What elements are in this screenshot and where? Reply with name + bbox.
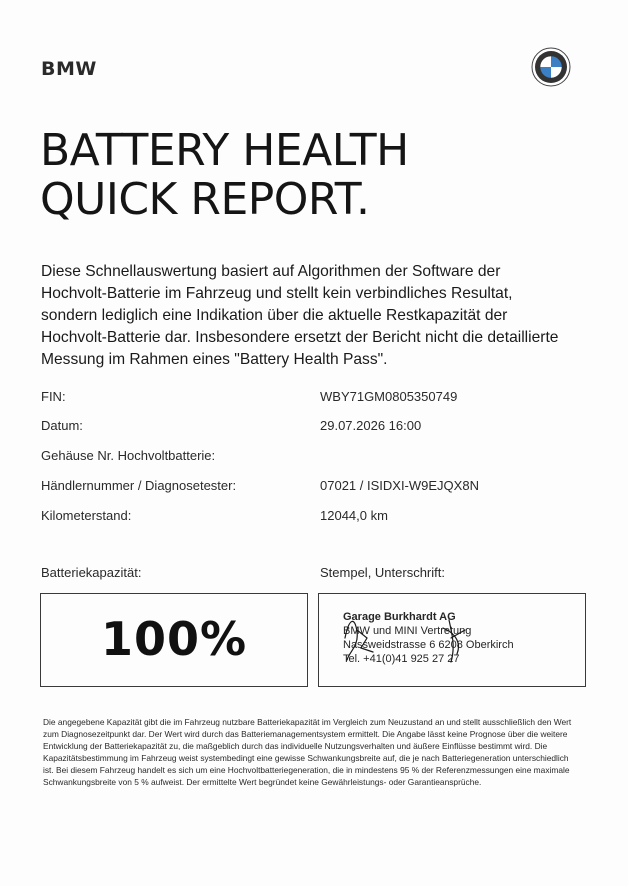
bmw-roundel-logo — [531, 47, 571, 87]
stamp-label: Stempel, Unterschrift: — [320, 565, 445, 580]
disclaimer-text: Die angegebene Kapazität gibt die im Fahrzeug nutzbare Batteriekapazität im Vergleich zum Neuzustand an und stellt ausschließlich den Wert zum Diagnosezeitpunkt dar. Der Wert wird durch das Batteriemanagementsystem ermittelt. Die Angabe lässt keine Prognose über die weitere Entwicklung der Batteriekapazität zu, die maßgeblich durch das individuelle Nutzungsverhalten und äußere Einflüsse bestimmt wird. Die Kapazitätsbestimmung im Fahrzeug weist systembedingt eine gewisse Schwankungsbreite auf, die je nach Batteriegeneration unterschiedlich ist. Bei diesem Fahrzeug handelt es sich um eine Hochvoltbatteriegeneration, die in mindestens 95 % der Referenzmessungen eine maximale Schwankungsbreite von 5 % aufweist. Der ermittelte Wert begründet keine Gewährleistungs- oder Garantieansprüche. — [43, 717, 572, 788]
field-label-date: Datum: — [41, 418, 83, 433]
capacity-value: 100% — [100, 612, 248, 666]
field-value-date: 29.07.2026 16:00 — [320, 418, 422, 433]
field-value-fin: WBY71GM0805350749 — [320, 389, 458, 404]
stamp-phone: Tel. +41(0)41 925 27 27 — [343, 653, 460, 665]
title-line-2: QUICK REPORT. — [40, 174, 370, 225]
brand-wordmark: BMW — [41, 58, 97, 80]
stamp-company: Garage Burkhardt AG — [343, 611, 456, 623]
handwritten-signature — [339, 608, 499, 668]
title-line-1: BATTERY HEALTH — [40, 125, 409, 176]
field-label-battery-housing: Gehäuse Nr. Hochvoltbatterie: — [41, 448, 216, 463]
field-value-dealer: 07021 / ISIDXI-W9EJQX8N — [320, 478, 479, 493]
intro-paragraph: Diese Schnellauswertung basiert auf Algorithmen der Software der Hochvolt-Batterie im Fahrzeug und stellt kein verbindliches Resultat, sondern lediglich eine Indikation über die aktuelle Restkapazität der Hochvolt-Batterie dar. Insbesondere ersetzt der Bericht nicht die detaillierte Messung im Rahmen eines "Battery Health Pass". — [41, 263, 559, 368]
stamp-box — [318, 593, 586, 687]
field-value-mileage: 12044,0 km — [320, 508, 388, 523]
field-label-dealer: Händlernummer / Diagnosetester: — [41, 478, 237, 493]
capacity-box — [40, 593, 308, 687]
page-title — [40, 126, 409, 224]
field-label-mileage: Kilometerstand: — [41, 508, 132, 523]
stamp-address: Nassweidstrasse 6 6208 Oberkirch — [343, 639, 514, 651]
capacity-label: Batteriekapazität: — [41, 565, 142, 580]
field-label-fin: FIN: — [41, 389, 66, 404]
stamp-line-2: BMW und MINI Vertretung — [343, 625, 472, 637]
